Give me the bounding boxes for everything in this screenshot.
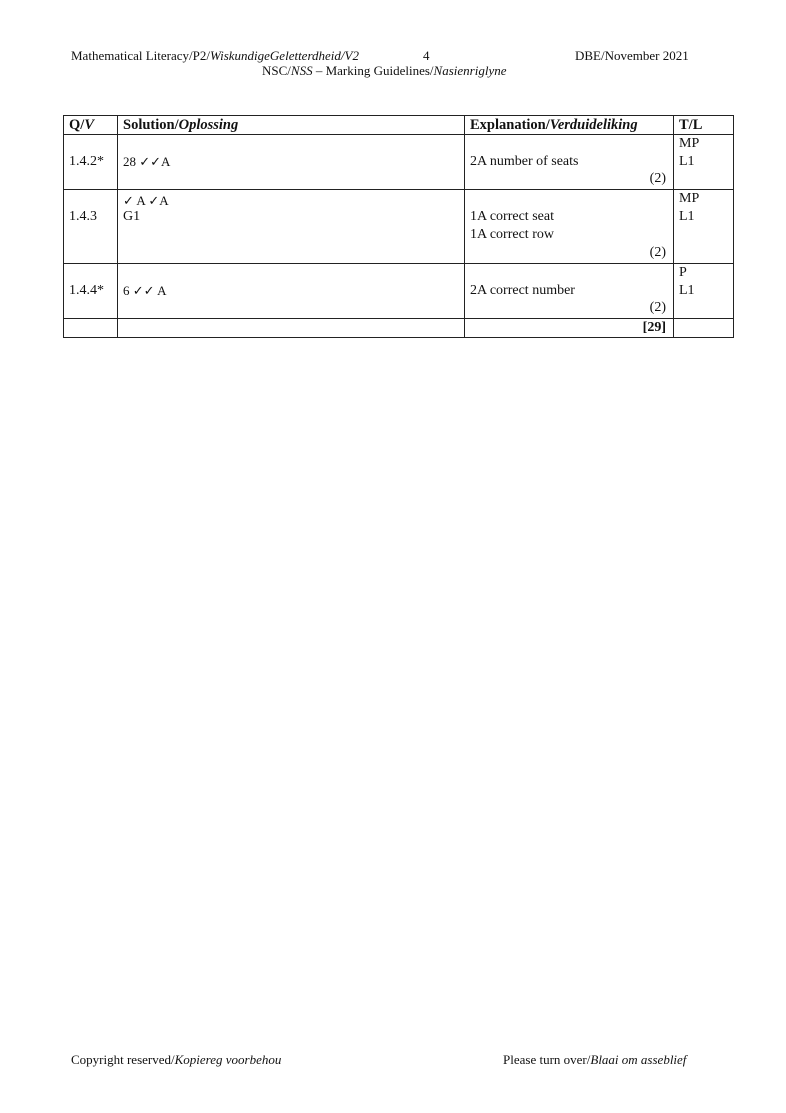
header-subject-text: Mathematical Literacy/P2/: [71, 48, 210, 63]
marking-table: [63, 115, 734, 338]
footer-copyright: Copyright reserved/Kopiereg voorbehou: [71, 1052, 282, 1067]
empty-cell: [118, 319, 465, 338]
header-solution: Solution/Oplossing: [118, 116, 465, 135]
total-marks: [29]: [465, 319, 674, 338]
solution: [118, 190, 465, 264]
explanation-line: 1A correct seat: [470, 209, 554, 224]
subtitle-italic-2: Nasienriglyne: [433, 63, 507, 78]
mark: (2): [649, 171, 666, 186]
table-row: [64, 190, 734, 264]
question-number: 1.4.2*: [64, 135, 118, 190]
empty-cell: [64, 319, 118, 338]
explanation: [465, 135, 674, 190]
explanation: [465, 190, 674, 264]
header-date: DBE/November 2021: [575, 48, 689, 63]
header-subject: [71, 48, 359, 64]
total-row: [64, 319, 734, 338]
subtitle-part: NSC/: [262, 63, 291, 78]
solution-value: G1: [123, 209, 141, 224]
taxonomy-level: MP L1: [674, 190, 734, 264]
solution: 28 ✓✓A: [118, 135, 465, 190]
explanation: [465, 264, 674, 319]
solution-ticks: ✓ A ✓A: [123, 193, 169, 208]
explanation-line: 2A correct number: [470, 283, 575, 298]
header-explanation: Explanation/Verduideliking: [465, 116, 674, 135]
table-row: [64, 264, 734, 319]
header-subject-italic: WiskundigeGeletterdheid/V2: [209, 48, 359, 63]
subtitle-mid: – Marking Guidelines/: [312, 63, 434, 78]
explanation-line: 2A number of seats: [470, 154, 579, 169]
explanation-line: 1A correct row: [470, 227, 554, 242]
page-number: 4: [423, 48, 430, 63]
header-q: Q/V: [64, 116, 118, 135]
mark: (2): [649, 245, 666, 260]
footer-turn-over: Please turn over/Blaai om asseblief: [503, 1052, 687, 1067]
question-number: 1.4.4*: [64, 264, 118, 319]
table-header-row: [64, 116, 734, 135]
subtitle-italic: NSS: [290, 63, 313, 78]
header-subtitle: [262, 63, 506, 79]
solution: 6 ✓✓ A: [118, 264, 465, 319]
header-tl: T/L: [674, 116, 734, 135]
taxonomy-level: P L1: [674, 264, 734, 319]
mark: (2): [649, 300, 666, 315]
question-number: 1.4.3: [64, 190, 118, 264]
taxonomy-level: MP L1: [674, 135, 734, 190]
empty-cell: [674, 319, 734, 338]
table-row: [64, 135, 734, 190]
